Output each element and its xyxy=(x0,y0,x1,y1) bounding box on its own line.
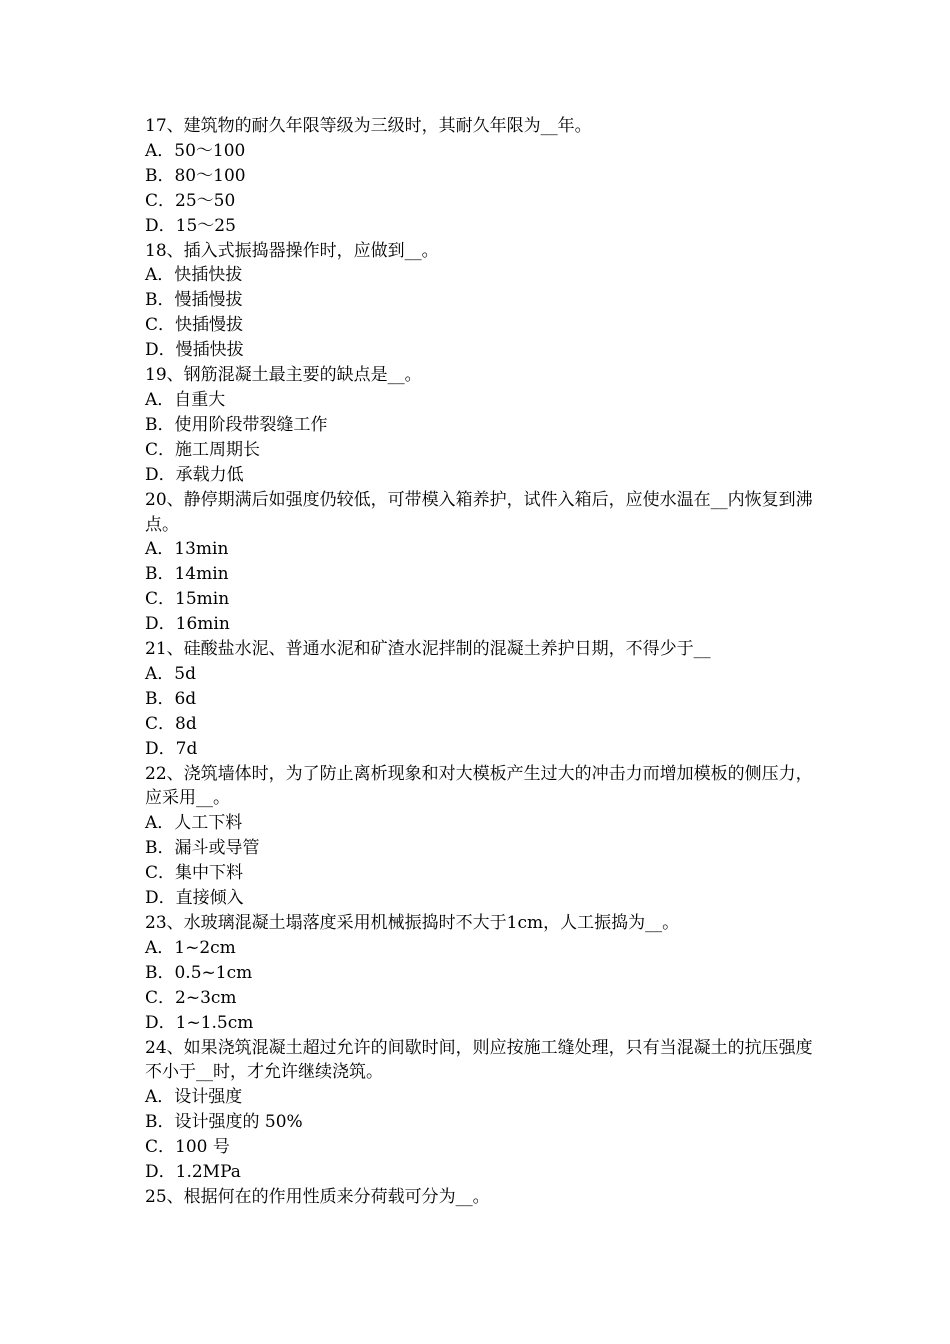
answer-option: A．5d xyxy=(145,663,196,684)
question-text: 24、如果浇筑混凝土超过允许的间歇时间，则应按施工缝处理，只有当混凝土的抗压强度不小于__时，才允许继续浇筑。 xyxy=(145,1037,813,1083)
answer-option: D．1~1.5cm xyxy=(145,1012,254,1033)
answer-option: C．2~3cm xyxy=(145,987,237,1008)
question-text: 19、钢筋混凝土最主要的缺点是__。 xyxy=(145,365,422,386)
answer-option: B．使用阶段带裂缝工作 xyxy=(145,414,328,435)
question-text: 23、水玻璃混凝土塌落度采用机械振捣时不大于1cm，人工振捣为__。 xyxy=(145,913,680,933)
answer-option: B．14min xyxy=(145,564,229,585)
answer-option: C．快插慢拔 xyxy=(145,315,244,336)
question-text: 18、插入式振捣器操作时，应做到__。 xyxy=(145,240,439,261)
question-block xyxy=(145,1185,815,1210)
answer-option: B．漏斗或导管 xyxy=(145,838,260,859)
question-block xyxy=(145,239,815,364)
answer-option: D．承载力低 xyxy=(145,464,244,485)
question-text: 25、根据何在的作用性质来分荷载可分为__。 xyxy=(145,1186,490,1207)
answer-option: D．16min xyxy=(145,614,230,635)
answer-option: C．8d xyxy=(145,713,197,734)
answer-option: B．慢插慢拔 xyxy=(145,290,243,311)
answer-option: A．1~2cm xyxy=(145,937,236,958)
question-block xyxy=(145,1036,815,1185)
question-text: 22、浇筑墙体时，为了防止离析现象和对大模板产生过大的冲击力而增加模板的侧压力，应采用__。 xyxy=(145,763,813,809)
answer-option: D．1.2MPa xyxy=(145,1162,241,1183)
answer-option: C．施工周期长 xyxy=(145,439,261,460)
question-block xyxy=(145,114,815,239)
answer-option: C．100 号 xyxy=(145,1137,230,1158)
answer-option: D．慢插快拔 xyxy=(145,340,244,361)
question-block xyxy=(145,762,815,911)
question-block xyxy=(145,637,815,762)
answer-option: C．集中下料 xyxy=(145,863,244,884)
question-text: 20、静停期满后如强度仍较低，可带模入箱养护，试件入箱后，应使水温在__内恢复到沸点。 xyxy=(145,489,813,535)
answer-option: A．50～100 xyxy=(145,140,246,161)
question-block xyxy=(145,911,815,1036)
answer-option: A．设计强度 xyxy=(145,1087,243,1108)
document-page xyxy=(145,114,815,1210)
answer-option: A．13min xyxy=(145,539,229,560)
answer-option: B．设计强度的 50% xyxy=(145,1112,303,1133)
answer-option: A．快插快拔 xyxy=(145,265,243,286)
answer-option: D．15～25 xyxy=(145,215,236,236)
answer-option: C．15min xyxy=(145,589,230,610)
answer-option: B．80～100 xyxy=(145,165,246,186)
answer-option: A．人工下料 xyxy=(145,813,243,834)
answer-option: B．0.5~1cm xyxy=(145,962,253,983)
question-text: 21、硅酸盐水泥、普通水泥和矿渣水泥拌制的混凝土养护日期，不得少于__ xyxy=(145,639,711,660)
answer-option: B．6d xyxy=(145,688,197,709)
question-text: 17、建筑物的耐久年限等级为三级时，其耐久年限为__年。 xyxy=(145,116,592,136)
question-block xyxy=(145,488,815,637)
answer-option: D．7d xyxy=(145,738,198,759)
answer-option: D．直接倾入 xyxy=(145,888,244,909)
answer-option: C．25～50 xyxy=(145,190,236,211)
question-block xyxy=(145,363,815,488)
answer-option: A．自重大 xyxy=(145,389,226,410)
